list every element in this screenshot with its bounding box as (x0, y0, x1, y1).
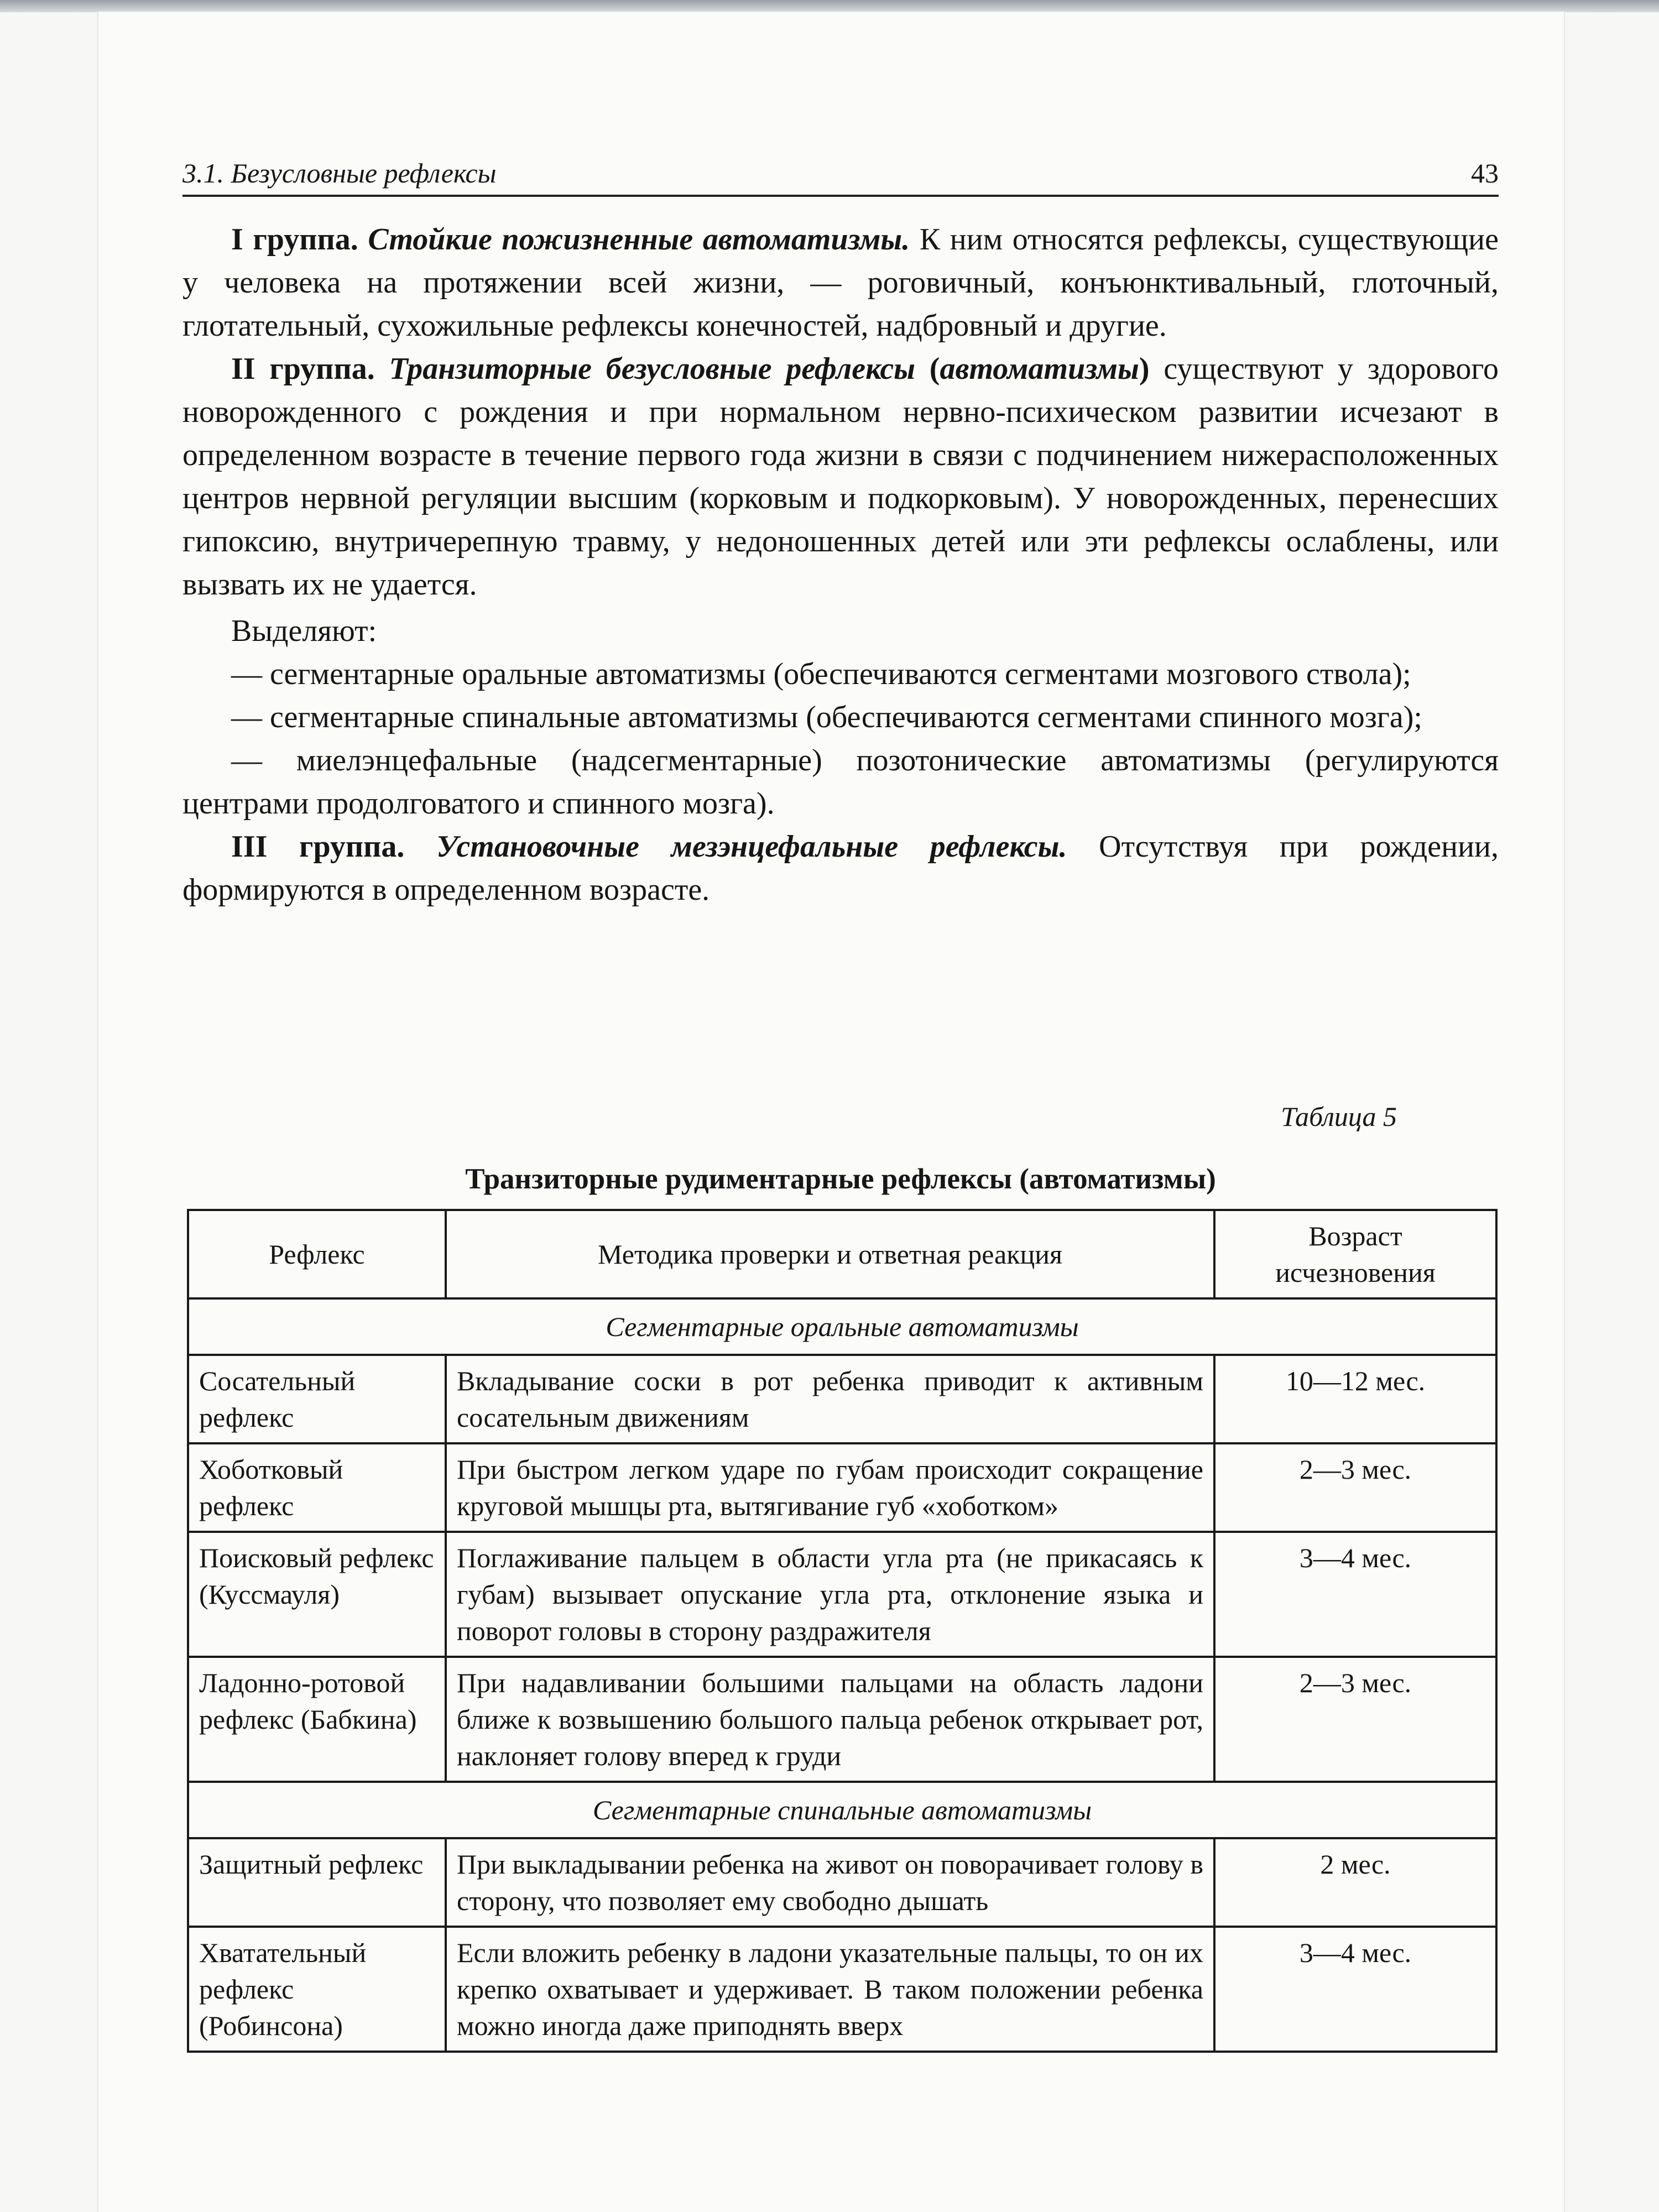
reflex-table (187, 1209, 1498, 2053)
table-row (188, 1443, 1496, 1532)
reflex-method: При быстром легком ударе по губам происходит сокращение круговой мышцы рта, вытягивание губ «хоботком» (446, 1443, 1214, 1532)
paragraph-text: существуют у здорового новорожденного с рождения и при нормальном нервно-психическом развитии исчезают в определенном возрасте в течение первого года жизни в связи с подчинением нижерасположенных центров нервной регуляции высшим (корковым и подкорковым). У новорожденных, перенесших гипоксию, внутричерепную травму, у недоношенных детей или эти рефлексы ослаблены, или вызвать их не удается. (182, 352, 1499, 602)
section-row (188, 1298, 1496, 1355)
table-row (188, 1927, 1496, 2052)
group-title: Установочные мезэнцефальные рефлексы. (436, 830, 1067, 864)
book-page (98, 12, 1564, 2212)
table-row (188, 1657, 1496, 1782)
table-row (188, 1355, 1496, 1443)
reflex-age: 2—3 мес. (1214, 1443, 1496, 1532)
paragraph-intro: Выделяют: (231, 614, 377, 648)
group-title: Стойкие пожизненные автоматизмы. (368, 222, 910, 257)
paragraph-text: К ним относятся рефлексы, существующие у человека на протяжении всей жизни, — роговичный, конъюнктивальный, глоточный, глотательный, сухожильные рефлексы конечностей, надбровный и другие. (182, 222, 1499, 343)
section-row (188, 1782, 1496, 1838)
group-label: I группа. (231, 222, 358, 257)
list-item: — миелэнцефальные (надсегментарные) позотонические автоматизмы (регулируются центрами продолговатого и спинного мозга). (182, 743, 1499, 821)
paren-open: ( (915, 352, 940, 386)
table-title: Транзиторные рудиментарные рефлексы (автоматизмы) (465, 1163, 1216, 1195)
reflex-age: 3—4 мес. (1214, 1532, 1496, 1657)
group-label: II группа. (231, 352, 375, 386)
column-header: Методика проверки и ответная реакция (446, 1210, 1214, 1298)
paragraph-text: Отсутствуя при рождении, формируются в определенном возрасте. (182, 830, 1499, 907)
paren-close: ) (1139, 352, 1150, 386)
reflex-method: При надавливании большими пальцами на область ладони ближе к возвышению большого пальца ребенок открывает рот, наклоняет голову вперед к груди (446, 1657, 1214, 1782)
table-label: Таблица 5 (1281, 1101, 1397, 1132)
reflex-name: Защитный рефлекс (188, 1838, 446, 1927)
column-header: Рефлекс (188, 1210, 446, 1298)
reflex-name: Сосательный рефлекс (188, 1355, 446, 1443)
section-title: Сегментарные спинальные автоматизмы (188, 1782, 1496, 1838)
reflex-method: Вкладывание соски в рот ребенка приводит к активным сосательным движениям (446, 1355, 1214, 1443)
reflex-method: Поглаживание пальцем в области угла рта (не прикасаясь к губам) вызывает опускание угла рта, отклонение языка и поворот головы в сторону раздражителя (446, 1532, 1214, 1657)
scan-edge (0, 0, 1659, 12)
running-header (182, 150, 1499, 197)
page-number: 43 (1471, 158, 1499, 189)
table-row (188, 1838, 1496, 1927)
paragraph-group-1 (182, 218, 1499, 347)
reflex-age: 2 мес. (1214, 1838, 1496, 1927)
reflex-age: 10—12 мес. (1214, 1355, 1496, 1443)
reflex-name: Хватательный рефлекс (Робинсона) (188, 1927, 446, 2052)
reflex-name: Ладонно-ротовой рефлекс (Бабкина) (188, 1657, 446, 1782)
body-text (182, 218, 1499, 911)
reflex-name: Поисковый рефлекс (Куссмауля) (188, 1532, 446, 1657)
list-item: — сегментарные спинальные автоматизмы (обеспечиваются сегментами спинного мозга); (231, 700, 1422, 734)
reflex-method: При выкладывании ребенка на живот он поворачивает голову в сторону, что позволяет ему свободно дышать (446, 1838, 1214, 1927)
table-row (188, 1532, 1496, 1657)
reflex-age: 3—4 мес. (1214, 1927, 1496, 2052)
paragraph-group-3 (182, 825, 1499, 911)
group-title: Транзиторные безусловные рефлексы (389, 352, 916, 386)
list-item: — сегментарные оральные автоматизмы (обеспечиваются сегментами мозгового ствола); (231, 657, 1411, 691)
section-title: 3.1. Безусловные рефлексы (182, 158, 497, 189)
reflex-age: 2—3 мес. (1214, 1657, 1496, 1782)
reflex-method: Если вложить ребенку в ладони указательные пальцы, то он их крепко охватывает и удерживает. В таком положении ребенка можно иногда даже приподнять вверх (446, 1927, 1214, 2052)
reflex-name: Хоботковый рефлекс (188, 1443, 446, 1532)
table-header-row (188, 1210, 1496, 1298)
paragraph-group-2 (182, 347, 1499, 606)
section-title: Сегментарные оральные автоматизмы (188, 1298, 1496, 1355)
group-label: III группа. (231, 830, 405, 864)
column-header: Возраст исчезновения (1214, 1210, 1496, 1298)
group-title-2: автоматизмы (940, 352, 1139, 386)
